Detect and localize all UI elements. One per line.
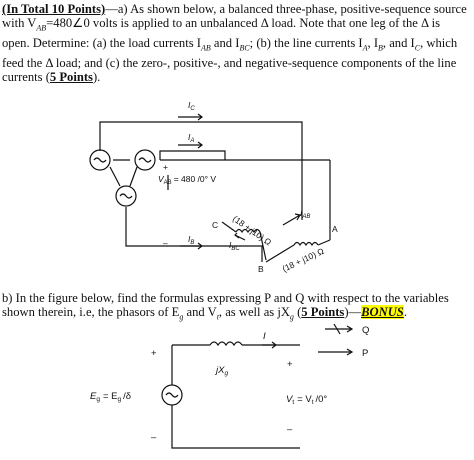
source-link-1 [110,167,120,186]
points-b: 5 Points [301,305,345,320]
dot: . [403,305,407,320]
ib-label: $I_B$ [188,234,195,246]
source-link-2 [130,167,137,186]
i-label: I [263,331,266,342]
plus-sign: + [163,162,168,172]
and2: , and I [382,36,415,51]
dash-b: )— [344,305,362,320]
leg-ab [318,240,330,245]
node-a: A [332,224,338,234]
wire-left-down [172,355,300,448]
wire-top [172,345,300,355]
plus-left: + [151,348,157,359]
minus-left: – [151,432,157,443]
jx-label: $jX_g$ [216,365,229,377]
part-b-text2: , as well as jX [218,305,290,320]
vt-sub: t [216,312,219,322]
eg-sub: g [179,312,184,322]
wire-source-top [160,151,225,160]
ic-sub: C [414,43,421,53]
ibc-label: $I_{BC}$ [229,240,240,252]
impedance-bc: (18 + j10) Ω [230,213,274,248]
problem-part-b: b) In the figure below, find the formulas expressing P and Q with respect to the variables shown therein, i.e, the phasors of $E_g$ and $V_t$, as well as $jX_g$ (5 Points)—BONUS. [2,291,449,322]
p-label: P [362,348,369,359]
part-a-text: —a) As shown below, a balanced three-phase, positive-sequence source with V [2,2,467,31]
iab-sub: AB [200,43,211,53]
problem-heading: (In Total 10 Points) [2,2,106,16]
part-b-text: b) In the figure below, find the formulas expressing P and Q with respect to the variables shown therein, i.e, the phasors of E [2,291,449,320]
part-a-text4: , which feed the Δ load; and (c) the zero-, positive-, and negative-sequence components of the line currents ( [2,36,458,85]
inductor [210,342,242,345]
ib-sub: B [378,43,383,53]
minus-right: – [287,424,293,435]
comma1: , I [367,36,379,51]
node-c: C [212,220,219,230]
ic-label: $I_C$ [188,100,195,112]
impedance-ab: (18 + j10) Ω [280,245,326,274]
part-a-text3: ; (b) the line currents I [249,36,363,51]
minus-sign: – [163,238,168,248]
generator-source [162,385,182,405]
ia-label: $I_A$ [188,132,195,144]
points-a: 5 Points [49,70,93,85]
plus-right: + [287,359,293,370]
wire-b [126,207,262,262]
bonus-label: BONUS [361,305,404,320]
xg-sub: g [289,312,294,322]
node-b: B [258,264,264,274]
part-a-text2: =480∠0 volts is applied to an unbalanced Δ load. Note that one leg of the Δ is open. Determine: (a) the load currents I [2,16,440,51]
vab-label: $V_{AB} = 480$ /0° V [158,174,217,186]
and3: and V [183,305,217,320]
vt-formula: $V_t = V_t$ /0° [286,394,328,406]
q-label: Q [362,325,370,336]
and1: and I [210,36,240,51]
iab-label: $I_{AB}$ [300,208,311,220]
vab-sub: AB [36,23,47,33]
close-a: ). [92,70,101,85]
ibc-sub: BC [239,43,250,53]
eg-formula: $E_g = E_g$ /δ [90,391,132,403]
ia-sub: A [362,43,368,53]
